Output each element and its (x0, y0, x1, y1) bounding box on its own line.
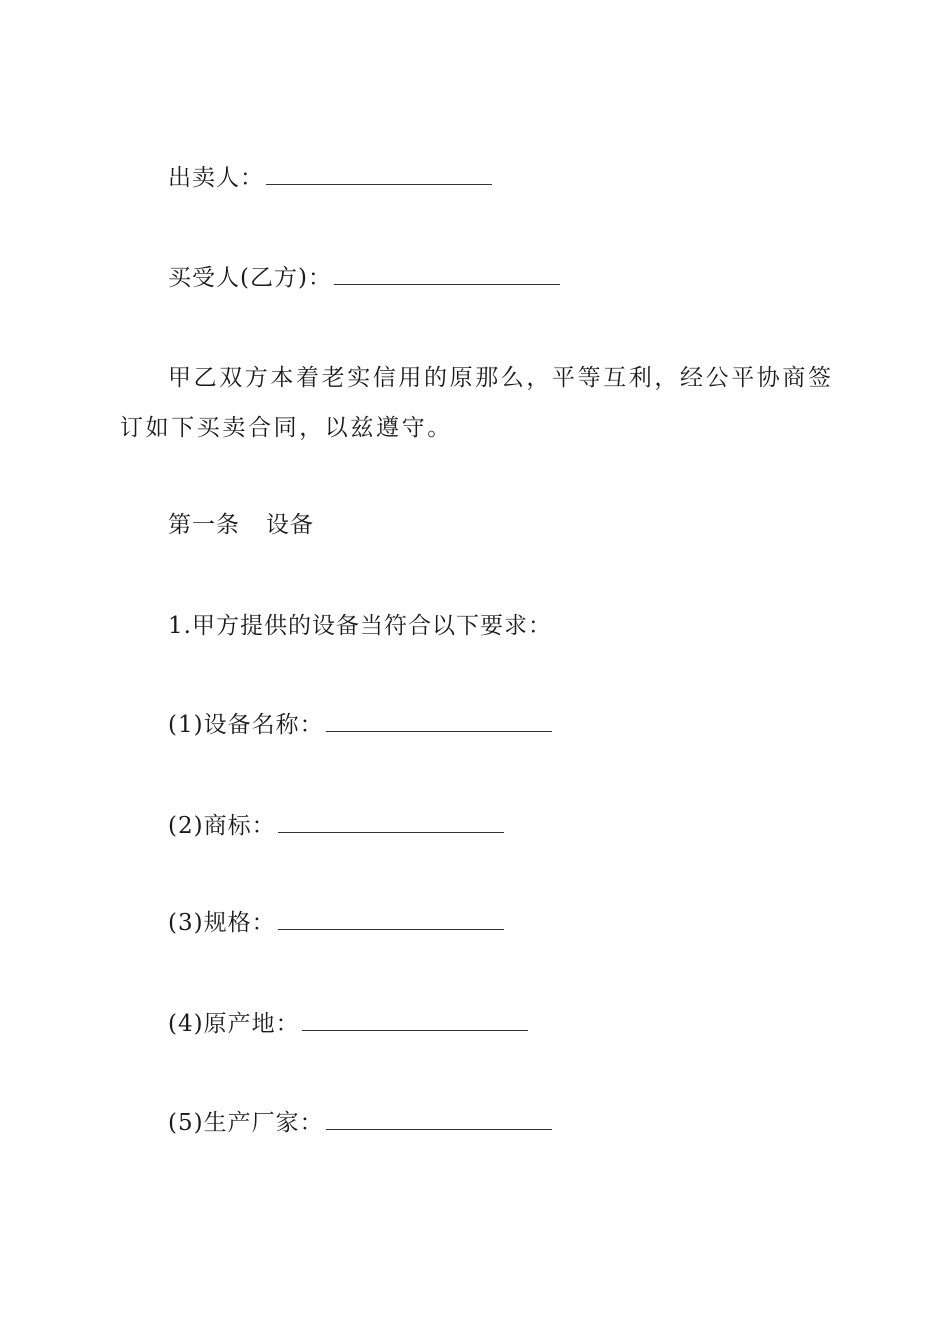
field4-label: (4)原产地： (168, 1011, 300, 1037)
buyer-label: 买受人(乙方)： (168, 265, 332, 291)
buyer-blank (334, 264, 560, 285)
field2-line (168, 810, 504, 842)
article1-heading (168, 509, 314, 541)
field2-blank (278, 812, 504, 833)
field5-line (168, 1107, 552, 1139)
field1-blank (326, 711, 552, 732)
seller-blank (266, 164, 492, 185)
field4-blank (302, 1010, 528, 1031)
field2-label: (2)商标： (168, 813, 276, 839)
article1-number: 第一条 (168, 512, 240, 538)
seller-line (168, 162, 492, 194)
intro-paragraph: 甲乙双方本着老实信用的原那么，平等互利，经公平协商签订如下买卖合同，以兹遵守。 (120, 365, 834, 441)
field1-label: (1)设备名称： (168, 712, 324, 738)
field5-label: (5)生产厂家： (168, 1110, 324, 1136)
field3-label: (3)规格： (168, 910, 276, 936)
field1-line (168, 709, 552, 741)
seller-label: 出卖人： (168, 165, 264, 191)
field3-blank (278, 909, 504, 930)
field3-line (168, 907, 504, 939)
item1-line (168, 610, 552, 642)
field4-line (168, 1008, 528, 1040)
field5-blank (326, 1109, 552, 1130)
article1-title: 设备 (266, 512, 314, 538)
buyer-line (168, 262, 560, 294)
item1-text: 1.甲方提供的设备当符合以下要求： (168, 613, 552, 639)
